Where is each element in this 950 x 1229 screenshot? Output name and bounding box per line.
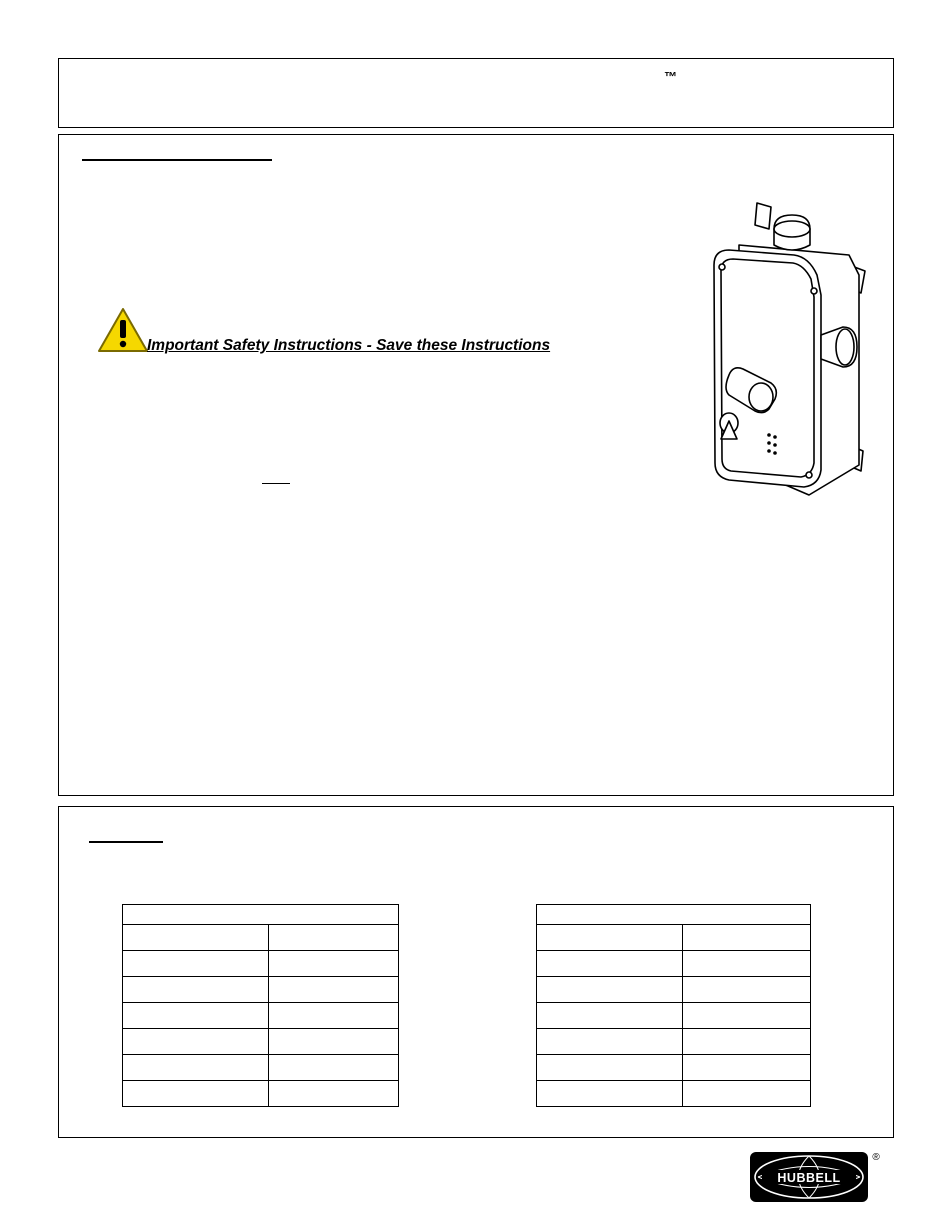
table-row <box>537 1055 811 1081</box>
table-row <box>537 951 811 977</box>
table-row <box>123 1055 399 1081</box>
safety-instructions-title: Important Safety Instructions - Save these Instructions <box>147 337 551 354</box>
hubbell-logo <box>748 1148 883 1204</box>
section-heading-underline <box>82 159 272 161</box>
specifications-table-right <box>536 904 811 1107</box>
header-box <box>58 58 894 128</box>
table-header <box>123 905 399 925</box>
svg-text:®: ® <box>872 1152 880 1163</box>
safety-instructions-banner <box>97 307 577 355</box>
table-row <box>537 1081 811 1107</box>
main-section <box>58 134 894 796</box>
specifications-heading-underline <box>89 841 163 843</box>
table-header <box>537 905 811 925</box>
table-row <box>123 1081 399 1107</box>
emphasis-underline <box>262 483 290 484</box>
table-row <box>537 1003 811 1029</box>
enclosure-device-illustration <box>699 195 899 505</box>
svg-text:HUBBELL: HUBBELL <box>777 1171 841 1185</box>
specifications-section <box>58 806 894 1138</box>
trademark-symbol: ™ <box>664 69 677 84</box>
table-row <box>537 1029 811 1055</box>
table-row <box>537 925 811 951</box>
specifications-table-left <box>122 904 399 1107</box>
warning-triangle-icon <box>97 307 149 353</box>
table-row <box>537 977 811 1003</box>
table-row <box>123 977 399 1003</box>
table-row <box>123 1003 399 1029</box>
table-row <box>123 951 399 977</box>
table-row <box>123 925 399 951</box>
table-row <box>123 1029 399 1055</box>
